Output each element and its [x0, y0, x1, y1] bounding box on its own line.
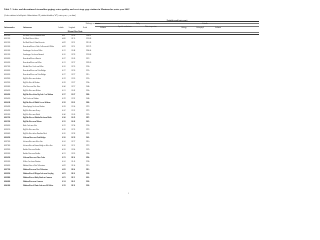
period-cell: 1997- — [86, 106, 90, 108]
station-id-cell: 06024020 — [4, 90, 11, 92]
longitude-cell: 113 21 — [71, 102, 76, 104]
period-cell: 1909-10 — [86, 63, 92, 65]
table-row — [4, 126, 259, 128]
table-row — [4, 63, 259, 65]
period-cell: 1997- — [86, 110, 90, 112]
period-cell: 1935- — [86, 78, 90, 80]
latitude-cell: 45 36 — [62, 138, 66, 140]
latitude-cell: 45 12 — [62, 51, 66, 53]
latitude-cell: 44 39 — [62, 43, 66, 45]
period-cell: 1984- — [86, 154, 90, 155]
period-cell: 1997- — [86, 146, 90, 148]
station-id-cell: 06027600 — [4, 146, 11, 148]
station-id-cell: 06019000 — [4, 78, 11, 80]
period-cell: 1936- — [86, 126, 90, 128]
period-cell: 1923- — [86, 122, 90, 124]
table-row — [4, 130, 259, 132]
station-name-cell: Madison River bl Ennis Lake near McAllister — [23, 185, 54, 187]
period-cell: 1934- — [86, 82, 90, 84]
station-id-cell: 06015000 — [4, 51, 11, 53]
table-row — [4, 71, 259, 73]
longitude-cell: 112 45 — [71, 59, 76, 61]
longitude-cell: 112 09 — [71, 35, 76, 37]
table-row — [4, 138, 259, 140]
latitude-cell: 45 43 — [62, 146, 66, 148]
longitude-cell: 112 37 — [71, 63, 76, 65]
station-id-cell: 06024580 — [4, 106, 11, 108]
table-row — [4, 79, 259, 81]
station-id-cell: 06020600 — [4, 86, 11, 88]
period-cell: 1935-96 — [86, 55, 92, 57]
table-row — [4, 43, 259, 45]
station-name-cell: Grasshopper Creek near Dillon — [23, 51, 43, 53]
latitude-cell: 45 46 — [62, 86, 66, 88]
latitude-cell: 45 27 — [62, 71, 66, 73]
station-id-cell: 06012500 — [4, 43, 11, 45]
longitude-cell: 111 43 — [71, 161, 76, 163]
longitude-cell: 111 36 — [71, 157, 76, 159]
station-name-cell: Beaverhead River at Clark Cn Reservoir bl Dillon — [23, 47, 54, 49]
period-cell: 1907- — [86, 59, 90, 61]
latitude-cell: 46 18 — [62, 150, 66, 152]
station-name-cell: Beaverhead River near Twin Bridges — [23, 71, 46, 73]
table-row — [4, 39, 259, 41]
table-row — [4, 115, 259, 117]
table-row — [4, 87, 259, 89]
longitude-cell: 112 19 — [71, 138, 76, 140]
station-id-cell: 06040000 — [4, 181, 11, 183]
period-cell: 1997- — [86, 118, 90, 120]
longitude-cell: 113 20 — [71, 78, 76, 80]
sediment-header: Sediment — [99, 28, 107, 29]
latitude-cell: 45 14 — [62, 181, 66, 183]
period-cell: 1894- — [86, 157, 90, 159]
station-name-cell: Big Hole River below Big Lake Cr at Wisdom — [23, 94, 54, 96]
table-row — [4, 47, 259, 49]
station-name-cell: Jefferson River near Twin Bridges — [23, 138, 46, 140]
station-id-cell: 06024450 — [4, 94, 11, 96]
latitude-cell: 45 10 — [62, 67, 66, 69]
station-name-cell: Blacktail Deer Creek near Dillon — [23, 67, 44, 69]
station-id-cell: 06026000 — [4, 126, 11, 128]
latitude-cell: 45 38 — [62, 106, 66, 108]
period-cell: 1997- — [86, 134, 90, 136]
period-cell: 1946-51 — [86, 35, 92, 37]
longitude-cell: 112 42 — [71, 122, 76, 124]
latitude-cell: 45 07 — [62, 59, 66, 61]
station-name-cell: Jefferson River near Three Forks — [23, 157, 46, 159]
periodic-header: Periodic — [202, 24, 208, 25]
period-cell: 1913- — [86, 165, 90, 167]
table-row — [4, 59, 259, 61]
period-cell: 1948- — [86, 98, 90, 100]
station-name-cell: Grasshopper Creek near Bannack — [23, 55, 44, 57]
period-cell: 1935-96 — [86, 39, 92, 41]
station-name-cell: Big Hole River below Hamilton Ditch — [23, 134, 47, 136]
station-id-cell: 06015500 — [4, 55, 11, 57]
station-id-cell: 06029000 — [4, 150, 11, 152]
station-name-cell: Jefferson River at Parsons Bridge nr Silver Star — [23, 146, 53, 148]
latitude-cell: 45 46 — [62, 114, 66, 116]
table-row — [4, 182, 259, 184]
longitude-cell: 113 14 — [71, 106, 76, 108]
station-id-cell: 06013000 — [4, 47, 11, 49]
sediment2-header: Sediment — [214, 28, 222, 29]
longitude-cell: 112 17 — [71, 142, 76, 144]
station-id-cell: 06012000 — [4, 35, 11, 37]
period-cell: 1929- — [86, 150, 90, 152]
period-cell: 1941- — [86, 138, 90, 140]
longitude-cell: 112 33 — [71, 130, 76, 132]
table-row — [4, 51, 259, 53]
latitude-cell: 44 59 — [62, 47, 66, 49]
period-group-header: Period of record (water years) — [166, 21, 188, 22]
table-row — [4, 174, 259, 176]
period-cell: 1913- — [86, 169, 90, 171]
station-name-cell: Big Hole River near Jackson — [23, 78, 41, 80]
latitude-cell: 45 37 — [62, 94, 66, 96]
latitude-cell: 45 26 — [62, 130, 66, 132]
period-cell: 1904-14 — [86, 51, 92, 53]
table-row — [4, 142, 259, 144]
daily-header: Daily — [136, 24, 140, 25]
station-name-cell: Red Rock River at Lakes — [23, 39, 39, 41]
station-name-cell: Boulder River near Boulder — [23, 154, 41, 155]
latitude-cell: 45 19 — [62, 78, 66, 80]
longitude-header: Longitude — [68, 28, 76, 29]
longitude-cell: 112 51 — [71, 47, 76, 49]
station-id-cell: 06016000 — [4, 59, 11, 61]
station-name-cell: Jefferson River near Silver Star — [23, 142, 43, 144]
table-row — [4, 36, 259, 38]
biology-header: Biology — [181, 28, 187, 29]
station-id-cell: 06025500 — [4, 122, 11, 124]
station-id-cell: 06037500 — [4, 169, 11, 171]
station-id-cell: 06026420 — [4, 134, 11, 136]
table-row — [4, 154, 259, 156]
station-id-cell: 06017000 — [4, 67, 11, 69]
latitude-cell: 45 38 — [62, 82, 66, 84]
latitude-cell: 44 39 — [62, 169, 66, 171]
station-number-header: Station number — [4, 28, 15, 29]
longitude-cell: 111 45 — [71, 181, 76, 183]
table-row — [4, 83, 259, 85]
period-header: Period — [82, 28, 88, 29]
station-id-cell: 06012500 — [4, 39, 11, 41]
station-name-cell: Big Hole River bl Mudd Cr near Wisdom — [23, 102, 51, 104]
table-row — [4, 170, 259, 172]
longitude-cell: 112 27 — [71, 75, 76, 76]
period-cell: 1997- — [86, 130, 90, 132]
station-id-cell: 06024590 — [4, 110, 11, 112]
latitude-cell: 44 53 — [62, 177, 66, 179]
station-id-cell: 06038500 — [4, 173, 11, 175]
latitude-cell: 45 10 — [62, 55, 66, 57]
longitude-cell: 112 59 — [71, 55, 76, 57]
period-cell: 1923- — [86, 114, 90, 116]
station-id-cell: 06018000 — [4, 71, 11, 73]
station-name-cell: Trail Creek near Wisdom — [23, 98, 39, 100]
table-row — [4, 75, 259, 77]
latitude-cell: 45 29 — [62, 185, 66, 187]
table-row — [4, 162, 259, 164]
longitude-cell: 112 04 — [71, 150, 76, 152]
station-name-cell: Big Hole River bl Wisdom — [23, 82, 40, 84]
latitude-cell: 45 40 — [62, 118, 66, 120]
table-row — [4, 91, 259, 93]
station-name-cell: Madison River near Cameron — [23, 181, 43, 183]
station-name-cell: Beaverhead River near Dillon — [23, 63, 42, 65]
longitude-cell: 112 11 — [71, 146, 76, 148]
station-name-cell: Madison River at Kirby Ranch nr Cameron — [23, 177, 52, 179]
station-id-cell: 06019500 — [4, 82, 11, 84]
station-name-cell: Big Hole River near Dewey — [23, 110, 41, 112]
table-row — [4, 150, 259, 152]
table-row — [4, 186, 259, 188]
water-temperature-header: Water temperature — [145, 27, 157, 28]
latitude-cell: 45 22 — [62, 126, 66, 128]
table-row — [4, 178, 259, 180]
latitude-header: Latitude — [58, 28, 64, 29]
latitude-cell: 45 32 — [62, 122, 66, 124]
station-name-cell: Warm Springs Creek near Wisdom — [23, 106, 45, 108]
station-name-cell: Madison River near West Yellowstone — [23, 169, 48, 171]
station-name-cell: Wise River near Wise River — [23, 86, 41, 88]
latitude-cell: 45 41 — [62, 161, 66, 163]
station-id-cell: 06033000 — [4, 154, 11, 155]
station-name-cell: Big Hole River near Melrose — [23, 90, 41, 92]
longitude-cell: 111 04 — [71, 169, 76, 171]
table-subtitle: [Active stations in bold print. Abbreviations: ID, station identifier; WY, water year; --, no data] — [4, 15, 76, 17]
latitude-cell: 45 31 — [62, 90, 66, 92]
longitude-cell: 111 38 — [71, 185, 76, 187]
latitude-cell: 45 29 — [62, 98, 66, 100]
latitude-cell: 45 53 — [62, 157, 66, 159]
station-id-cell: 06041000 — [4, 185, 11, 187]
latitude-cell: 44 39 — [62, 165, 66, 167]
period-cell: 1911-38 — [86, 43, 92, 45]
longitude-cell: 113 27 — [71, 94, 76, 96]
latitude-cell: 45 13 — [62, 63, 66, 65]
period-cell: 1911- — [86, 75, 90, 76]
station-name-cell: Madison River at West Yellowstone — [23, 165, 46, 167]
table-row — [4, 107, 259, 109]
table-row — [4, 166, 259, 168]
station-id-cell: 06025250 — [4, 118, 11, 120]
station-id-cell: 06026210 — [4, 130, 11, 132]
station-name-header: Station name — [23, 28, 32, 29]
longitude-cell: 112 57 — [71, 86, 76, 88]
table-row — [4, 99, 259, 101]
page-number: 1 — [128, 193, 129, 195]
table-row — [4, 55, 259, 57]
station-name-cell: Beaverhead River near Twin Bridges — [23, 75, 46, 76]
longitude-cell: 111 20 — [71, 173, 76, 175]
table-row — [4, 122, 259, 124]
station-name-cell: Madison River bl Hebgen Lake near Grayling — [23, 173, 54, 175]
table-row — [4, 134, 259, 136]
longitude-cell: 112 48 — [71, 51, 76, 53]
longitude-cell: 113 27 — [71, 82, 76, 84]
latitude-cell: 46 13 — [62, 154, 66, 155]
table-row — [4, 67, 259, 69]
latitude-cell: 45 38 — [62, 102, 66, 104]
latitude-cell: 44 8 — [62, 35, 65, 37]
period-cell: 1938- — [86, 173, 90, 175]
latitude-cell: 45 41 — [62, 142, 66, 144]
station-id-cell: 06034500 — [4, 157, 11, 159]
discharge-header: Discharge or estimates — [85, 24, 101, 25]
station-id-cell: 06035000 — [4, 161, 11, 163]
period-cell: 1924- — [86, 90, 90, 92]
table-row — [4, 111, 259, 113]
longitude-cell: 112 03 — [71, 154, 76, 155]
station-name-cell: Birch Creek near Glen — [23, 126, 37, 128]
latitude-cell: 45 47 — [62, 110, 66, 112]
station-name-cell: Red Rock River bl Lima Reservoir — [23, 43, 45, 45]
period-cell: 1935- — [86, 71, 90, 73]
longitude-cell: 112 26 — [71, 71, 76, 73]
station-id-cell: 06027000 — [4, 142, 11, 144]
station-name-cell: Beaverhead River at Barretts — [23, 59, 41, 61]
period-cell: 2001- — [86, 177, 90, 179]
latitude-cell: 44 36 — [62, 39, 66, 41]
station-id-cell: 06026500 — [4, 138, 11, 140]
period-cell: 1988- — [86, 102, 90, 104]
longitude-cell: 112 21 — [71, 43, 76, 45]
longitude-cell: 113 12 — [71, 110, 76, 112]
station-name-cell: Willow Creek near Harrison — [23, 161, 41, 163]
latitude-cell: 44 52 — [62, 173, 66, 175]
table-row — [4, 118, 259, 120]
station-name-cell: Red Rock Creek at Southeast Oden — [23, 35, 45, 37]
specific-conductance-header: Specific conductance — [118, 27, 132, 28]
station-name-cell: Boulder River near Boulder — [23, 150, 41, 152]
station-id-cell: 06024500 — [4, 98, 11, 100]
station-name-cell: Big Hole River near Divide — [23, 114, 41, 116]
period-cell: 1948- — [86, 86, 90, 88]
period-cell: 1938- — [86, 185, 90, 187]
latitude-cell: 45 30 — [62, 134, 66, 136]
longitude-cell: 112 34 — [71, 126, 76, 128]
station-name-cell: Big Hole River near Melrose — [23, 122, 42, 124]
latitude-cell: 45 27 — [62, 75, 66, 76]
longitude-cell: 111 53 — [71, 39, 76, 41]
longitude-cell: 112 45 — [71, 114, 76, 116]
station-id-cell: 06036000 — [4, 165, 11, 167]
longitude-cell: 112 45 — [71, 118, 76, 120]
station-id-cell: 06018500 — [4, 75, 11, 76]
section-label: Missouri River Basin — [67, 32, 83, 33]
table-title: Table 7. Active and discontinued streamflow-gaging, water-quality, and crest-stage gage stations in Montana for water year 2007. — [4, 9, 130, 11]
table-row — [4, 95, 259, 97]
station-id-cell: 06024540 — [4, 102, 11, 104]
longitude-cell: 112 28 — [71, 134, 76, 136]
chlorophyll-header: Chlorophyll — [196, 28, 204, 29]
longitude-cell: 112 35 — [71, 67, 76, 69]
period-cell: 1938- — [86, 181, 90, 183]
period-cell: 1938- — [86, 161, 90, 163]
station-name-cell: Big Hole River at Maiden Rock near Divide — [23, 118, 52, 120]
period-cell: 1988- — [86, 94, 90, 96]
period-cell: 1936- — [86, 67, 90, 69]
station-id-cell: 06025000 — [4, 114, 11, 116]
table-row — [4, 146, 259, 148]
period-cell: 1910- — [86, 142, 90, 144]
longitude-cell: 111 35 — [71, 177, 76, 179]
longitude-cell: 111 04 — [71, 165, 76, 167]
station-id-cell: 06038800 — [4, 177, 11, 179]
station-name-cell: Big Hole River near Glen — [23, 130, 39, 132]
period-cell: 1907-73 — [86, 47, 92, 49]
table-row — [4, 158, 259, 160]
table-row — [4, 103, 259, 105]
station-id-cell: 06016500 — [4, 63, 11, 65]
longitude-cell: 113 32 — [71, 98, 76, 100]
longitude-cell: 112 42 — [71, 90, 76, 92]
